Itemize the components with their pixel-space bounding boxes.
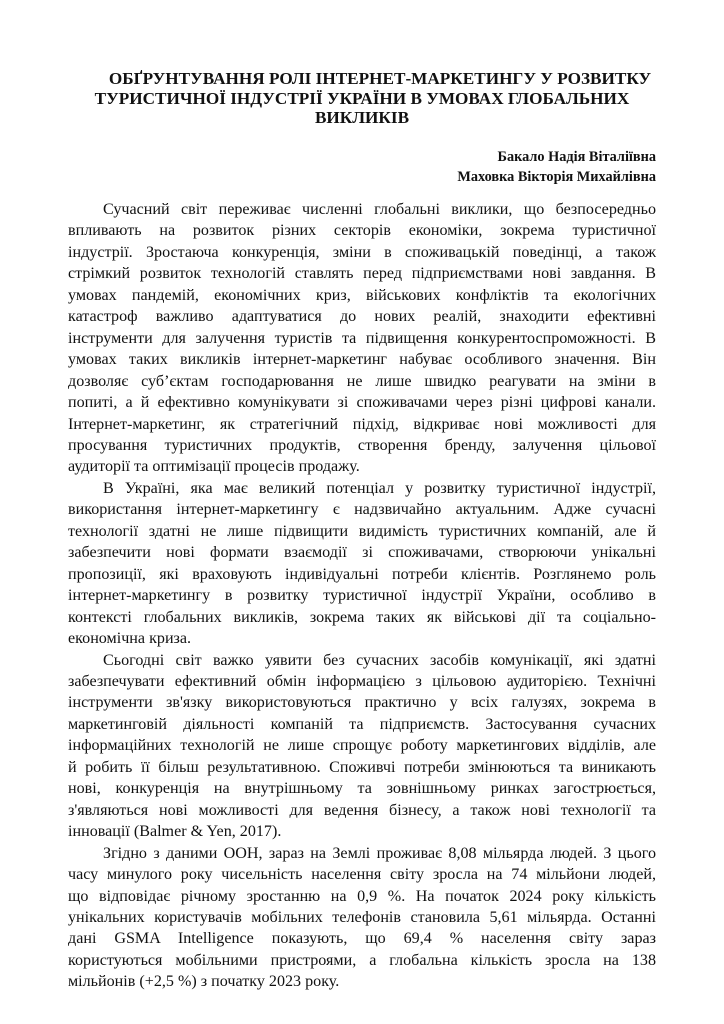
paragraph: [68, 478, 656, 650]
text-line: користуються мобільними пристроями, а глобальна кількість зросла на 138: [68, 951, 656, 969]
paper-body: [68, 199, 656, 993]
text-line: технології здатні не лише підвищити видимість туристичних компаній, але й: [68, 522, 656, 540]
paragraph: [68, 843, 656, 993]
text-line: дані GSMA Intelligence показують, що 69,4 % населення світу зараз: [68, 930, 656, 948]
text-line: інтернет-маркетингу в розвитку туристичної індустрії України, особливо в: [68, 587, 656, 605]
text-line: унікальних користувачів мобільних телефонів становила 5,61 мільярда. Останні: [68, 908, 656, 926]
title-line: ТУРИСТИЧНОЇ ІНДУСТРІЇ УКРАЇНИ В УМОВАХ ГЛОБАЛЬНИХ: [94, 88, 630, 108]
text-line: пропозиції, які враховують індивідуальні потреби клієнтів. Розглянемо роль: [68, 565, 656, 583]
text-line: забезпечити нові формати взаємодії зі споживачами, створюючи унікальні: [68, 544, 656, 562]
text-line: маркетинговій діяльності компаній та підприємств. Застосування сучасних: [68, 715, 656, 733]
text-line: інструменти для залучення туристів та підвищення конкурентоспроможності. В: [68, 329, 656, 347]
title-line: ОБҐРУНТУВАННЯ РОЛІ ІНТЕРНЕТ-МАРКЕТИНГУ У РОЗВИТКУ: [108, 69, 652, 88]
text-line: Згідно з даними ООН, зараз на Землі проживає 8,08 мільярда людей. З цього: [103, 844, 656, 862]
text-line: контексті глобальних викликів, зокрема таких як військові дії та соціально-: [68, 608, 656, 626]
paragraph: [68, 199, 656, 478]
paper-title: [68, 69, 656, 128]
text-line: умовах таких викликів інтернет-маркетинг набуває особливого значення. Він: [68, 351, 656, 369]
text-line: Сьогодні світ важко уявити без сучасних засобів комунікації, які здатні: [103, 651, 656, 669]
author-name: Бакало Надія Віталіївна: [497, 149, 656, 165]
text-line: економічна криза.: [68, 630, 192, 648]
text-line: часу минулого року чисельність населення світу зросла на 74 мільйони людей,: [68, 866, 656, 884]
author-name: Маховка Вікторія Михайлівна: [457, 169, 656, 185]
text-line: аудиторії та оптимізації процесів продажу.: [68, 458, 360, 476]
text-line: індустрії. Зростаюча конкуренція, зміни в споживацькій поведінці, а також: [68, 243, 656, 261]
text-line: інформаційних технологій не лише спрощує роботу маркетингових відділів, але: [68, 737, 656, 755]
text-line: катастроф важливо адаптуватися до нових реалій, знаходити ефективні: [68, 308, 656, 326]
text-line: що відповідає річному зростанню на 0,9 %. На початок 2024 року кількість: [68, 887, 656, 905]
paragraph: [68, 650, 656, 843]
text-line: попиті, а й ефективно комунікувати зі споживачами через різні цифрові канали.: [68, 394, 656, 412]
text-line: інструменти зв'язку використовуються практично у всіх галузях, зокрема в: [68, 694, 656, 712]
text-line: просування туристичних продуктів, створення бренду, залучення цільової: [68, 436, 656, 454]
text-line: умовах пандемій, економічних криз, військових конфліктів та екологічних: [68, 286, 656, 304]
text-line: забезпечувати ефективний обмін інформацією з цільовою аудиторією. Технічні: [68, 672, 656, 690]
text-line: Сучасний світ переживає численні глобальні виклики, що безпосередньо: [103, 201, 656, 218]
text-line: Інтернет-маркетинг, як стратегічний підхід, відкриває нові можливості для: [68, 415, 656, 433]
text-line: інновації (Balmer & Yen, 2017).: [68, 823, 282, 841]
text-line: нові, конкуренція на внутрішньому та зовнішньому ринках загострюється,: [68, 780, 656, 798]
text-line: використання інтернет-маркетингу є надзвичайно актуальним. Адже сучасні: [68, 501, 656, 519]
title-line: ВИКЛИКІВ: [314, 108, 410, 128]
text-line: мільйонів (+2,5 %) з початку 2023 року.: [68, 973, 340, 991]
text-line: дозволяє суб’єктам господарювання не лише швидко реагувати на зміни в: [68, 372, 656, 390]
text-line: впливають на розвиток різних секторів економіки, зокрема туристичної: [68, 222, 656, 240]
text-line: стрімкий розвиток технологій ставлять перед підприємствами нові завдання. В: [68, 265, 656, 283]
text-line: й робить її більш результативною. Споживчі потреби змінюються та виникають: [68, 758, 656, 776]
text-line: В Україні, яка має великий потенціал у розвитку туристичної індустрії,: [103, 479, 656, 497]
text-line: з'являються нові можливості для ведення бізнесу, а також нові технології та: [68, 801, 656, 819]
author-list: [457, 147, 656, 187]
